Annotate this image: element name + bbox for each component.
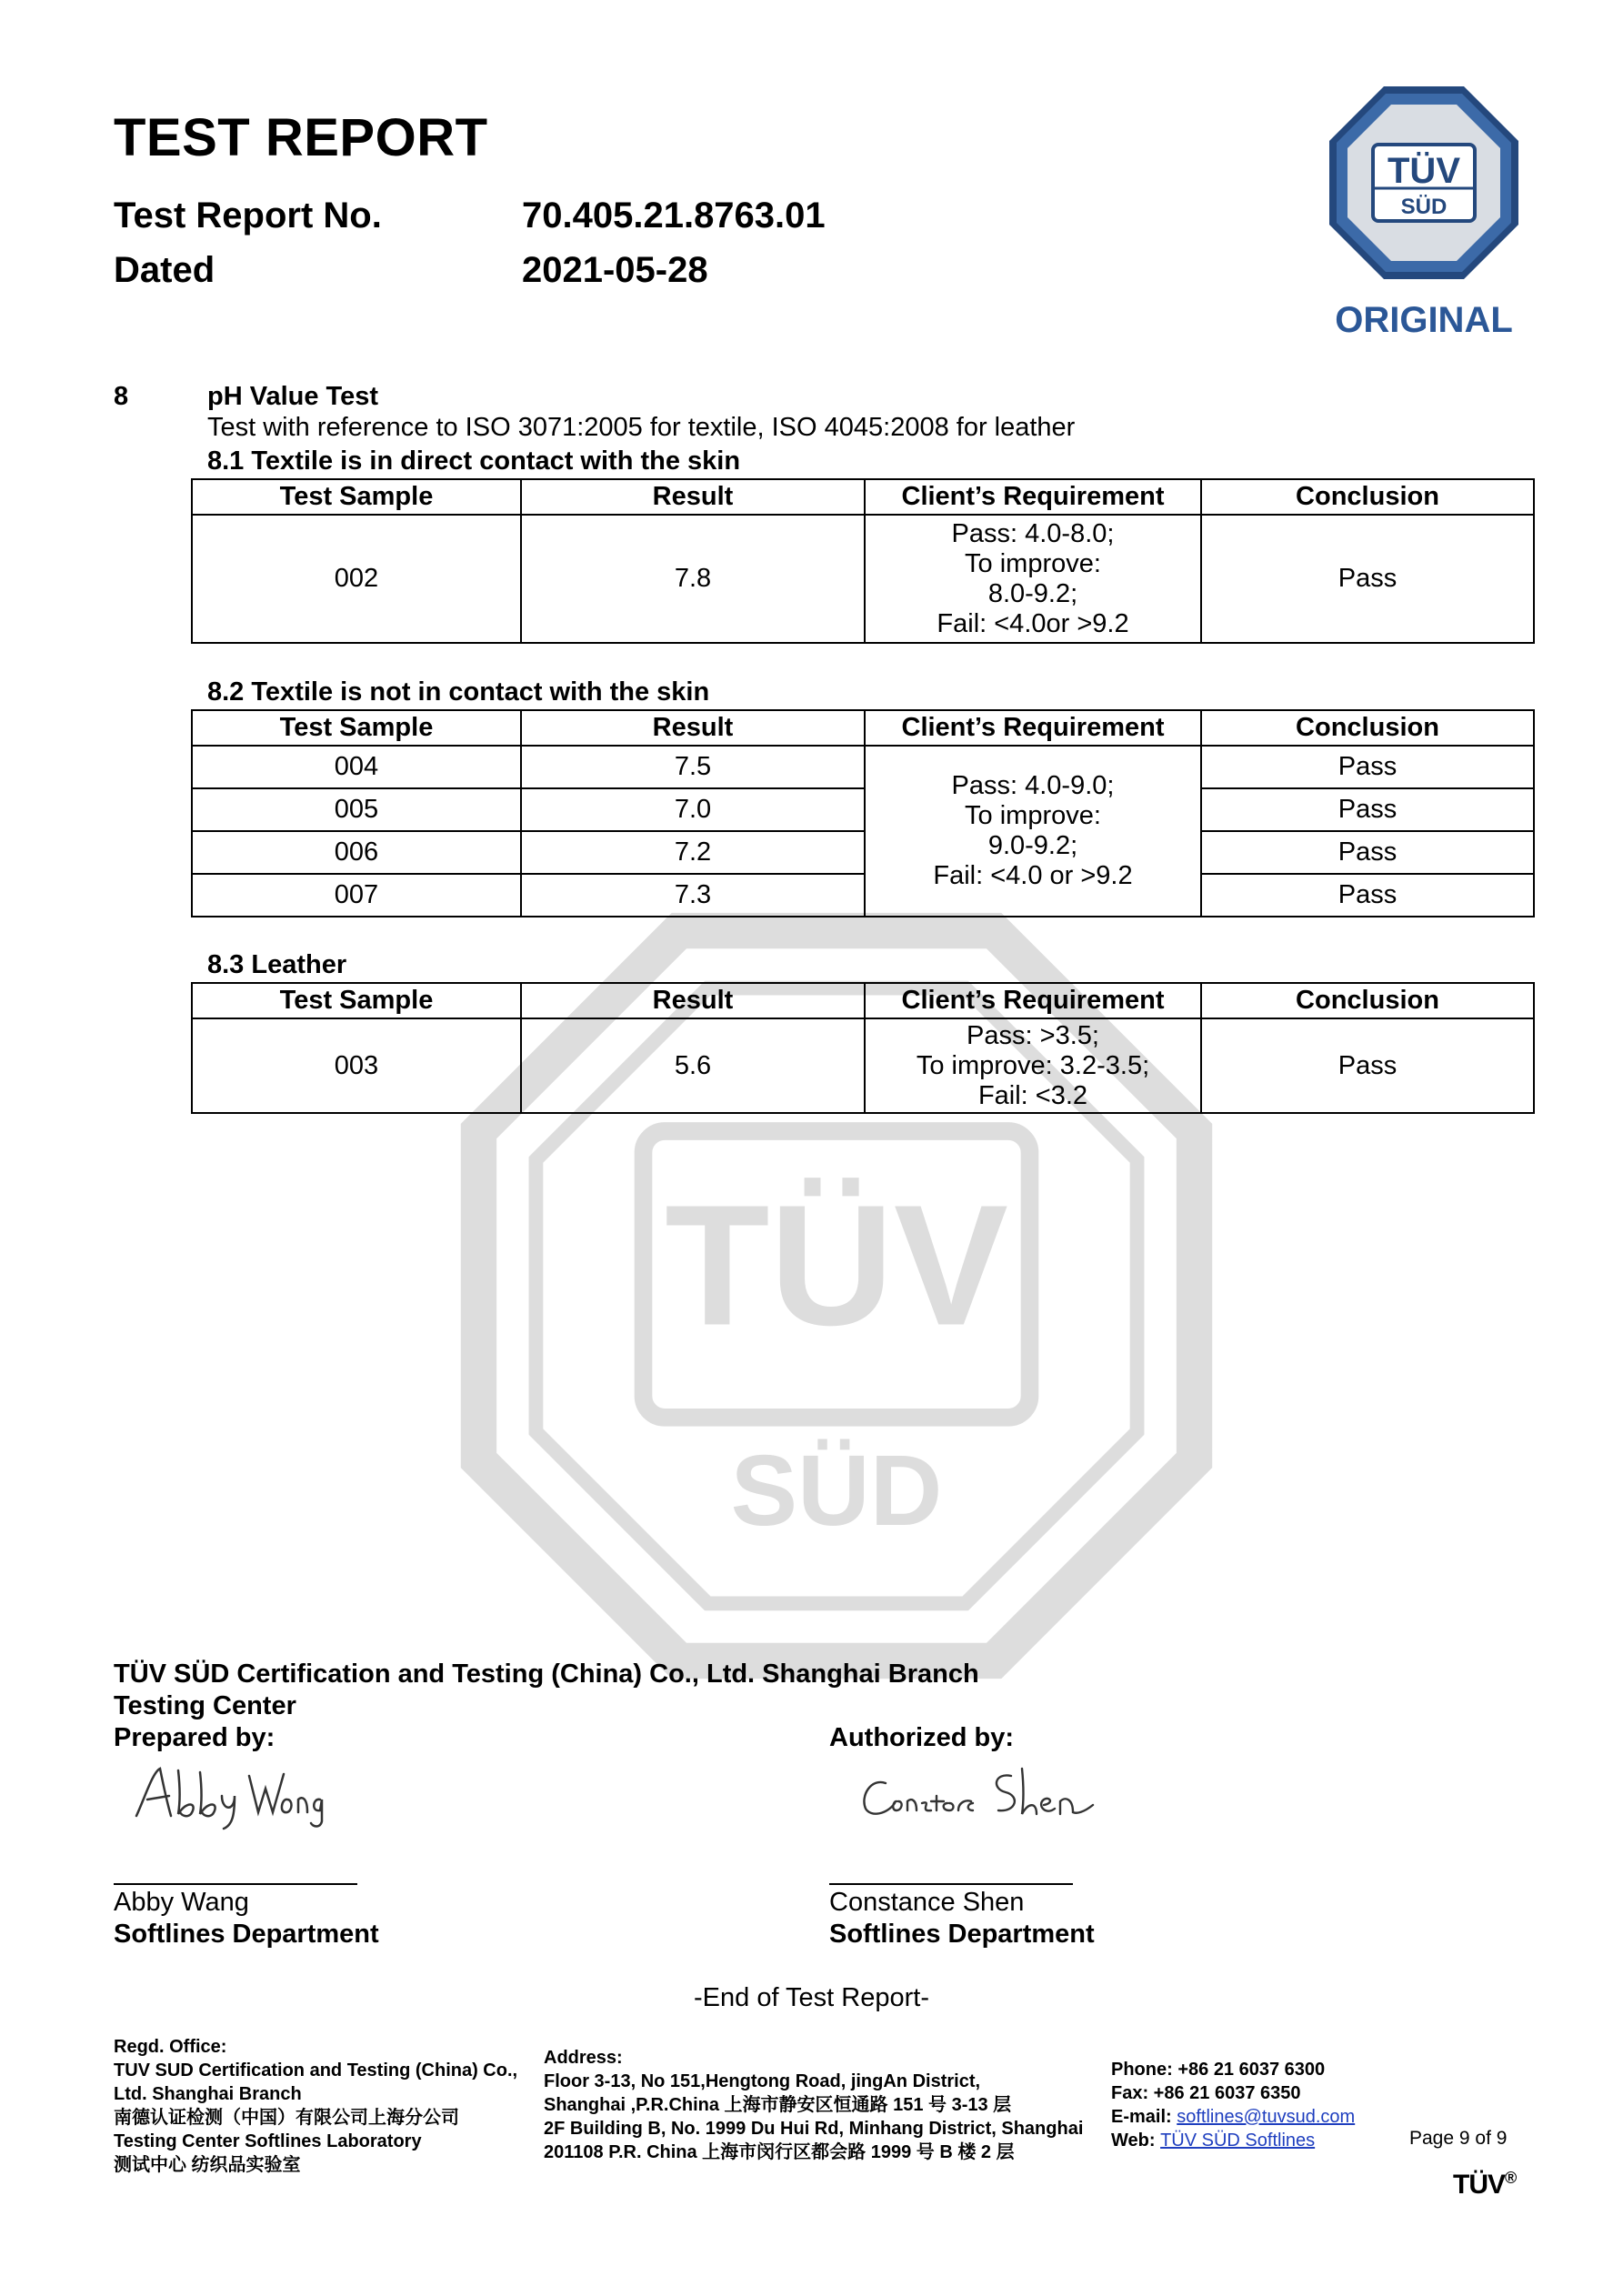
prepared-name: Abby Wang: [114, 1888, 249, 1917]
sample-cell: 004: [192, 746, 521, 788]
sample-cell: 003: [192, 1018, 521, 1113]
footer-email-label: E-mail:: [1111, 2107, 1172, 2127]
footer-phone: Phone: +86 21 6037 6300: [1111, 2060, 1326, 2080]
table-header-row: [192, 479, 1534, 515]
footer-office-line: 测试中心 纺织品实验室: [114, 2155, 301, 2175]
authorized-signature: [855, 1760, 1109, 1832]
col-result: Result: [521, 983, 865, 1018]
requirement-line: Fail: <4.0 or >9.2: [933, 861, 1133, 890]
col-conclusion: Conclusion: [1201, 983, 1534, 1018]
conclusion-cell: Pass: [1201, 788, 1534, 831]
end-of-report: -End of Test Report-: [694, 1983, 929, 2012]
footer-office-line: Testing Center Softlines Laboratory: [114, 2131, 422, 2151]
requirement-cell: [865, 746, 1201, 917]
table2-heading: 8.2 Textile is not in contact with the skin: [207, 677, 710, 707]
conclusion-cell: Pass: [1201, 746, 1534, 788]
section-number: 8: [114, 382, 129, 411]
requirement-line: To improve:: [965, 801, 1101, 830]
section-reference: Test with reference to ISO 3071:2005 for textile, ISO 4045:2008 for leather: [207, 413, 1076, 442]
footer-address-line: Floor 3-13, No 151,Hengtong Road, jingAn District,: [544, 2071, 981, 2091]
requirement-cell: [865, 515, 1201, 643]
footer-tuv-mark: [1453, 2169, 1516, 2201]
sample-cell: 006: [192, 831, 521, 874]
authorized-signature-line: [829, 1883, 1073, 1885]
section-title: pH Value Test: [207, 382, 379, 411]
sample-cell: 002: [192, 515, 521, 643]
authorized-by-label: Authorized by:: [829, 1723, 1014, 1752]
company-center: Testing Center: [114, 1691, 296, 1720]
original-stamp: ORIGINAL: [1335, 300, 1513, 340]
footer-address-line: Address:: [544, 2048, 623, 2068]
logo-tuv-text: TÜV: [1388, 151, 1460, 191]
footer-address-line: Shanghai ,P.R.China 上海市静安区恒通路 151 号 3-13 层: [544, 2095, 1012, 2115]
footer-tuv-mark-text: TÜV: [1453, 2170, 1505, 2200]
footer-web-link[interactable]: TÜV SÜD Softlines: [1160, 2131, 1316, 2151]
requirement-line: Pass: 4.0-8.0;: [951, 518, 1115, 548]
table3: [191, 982, 1535, 1114]
table1: [191, 478, 1535, 644]
col-requirement: Client’s Requirement: [865, 710, 1201, 746]
col-result: Result: [521, 710, 865, 746]
footer-web-row: [1111, 2129, 1355, 2152]
requirement-line: 8.0-9.2;: [987, 578, 1078, 608]
prepared-by-label: Prepared by:: [114, 1723, 276, 1752]
result-cell: 5.6: [521, 1018, 865, 1113]
table-row: [192, 831, 1534, 874]
dated-value: 2021-05-28: [522, 250, 708, 290]
table-row: [192, 1018, 1534, 1113]
requirement-cell: [865, 1018, 1201, 1113]
footer-address-line: 2F Building B, No. 1999 Du Hui Rd, Minhang District, Shanghai: [544, 2119, 1084, 2139]
table-header-row: [192, 983, 1534, 1018]
col-test-sample: Test Sample: [192, 479, 521, 515]
result-cell: 7.8: [521, 515, 865, 643]
col-test-sample: Test Sample: [192, 983, 521, 1018]
conclusion-cell: Pass: [1201, 831, 1534, 874]
authorized-dept: Softlines Department: [829, 1920, 1095, 1949]
footer-office-line: 南德认证检测（中国）有限公司上海分公司: [114, 2108, 459, 2128]
watermark-sud-text: SÜD: [730, 1434, 943, 1547]
watermark-tuv-text: TÜV: [665, 1169, 1008, 1362]
table-row: [192, 874, 1534, 917]
footer-web-label: Web:: [1111, 2131, 1156, 2151]
prepared-signature: [127, 1760, 346, 1832]
requirement-line: Pass: >3.5;: [967, 1020, 1099, 1050]
requirement-line: 9.0-9.2;: [987, 831, 1078, 860]
requirement-line: Fail: <3.2: [977, 1080, 1088, 1110]
table1-heading: 8.1 Textile is in direct contact with the skin: [207, 446, 741, 476]
report-no-label: Test Report No.: [114, 196, 382, 236]
requirement-line: To improve:: [965, 548, 1101, 578]
footer-email-link[interactable]: softlines@tuvsud.com: [1177, 2107, 1356, 2127]
col-requirement: Client’s Requirement: [865, 983, 1201, 1018]
registered-icon: ®: [1505, 2169, 1517, 2187]
requirement-line: Fail: <4.0or >9.2: [937, 608, 1129, 638]
col-requirement: Client’s Requirement: [865, 479, 1201, 515]
page-title: TEST REPORT: [114, 108, 488, 167]
footer-email-row: [1111, 2105, 1355, 2129]
prepared-signature-line: [114, 1883, 357, 1885]
footer-fax: Fax: +86 21 6037 6350: [1111, 2083, 1301, 2103]
conclusion-cell: Pass: [1201, 1018, 1534, 1113]
footer-contact: [1111, 2058, 1355, 2152]
conclusion-cell: Pass: [1201, 874, 1534, 917]
company-name: TÜV SÜD Certification and Testing (China) Co., Ltd. Shanghai Branch: [114, 1659, 979, 1689]
requirement-line: Pass: 4.0-9.0;: [951, 771, 1115, 800]
sample-cell: 005: [192, 788, 521, 831]
conclusion-cell: Pass: [1201, 515, 1534, 643]
footer-office-line: TUV SUD Certification and Testing (China) Co.,: [114, 2060, 518, 2080]
prepared-dept: Softlines Department: [114, 1920, 379, 1949]
footer-address: [544, 2046, 1083, 2164]
table3-heading: 8.3 Leather: [207, 950, 347, 979]
table-header-row: [192, 710, 1534, 746]
result-cell: 7.3: [521, 874, 865, 917]
table-row: [192, 788, 1534, 831]
table-row: [192, 746, 1534, 788]
authorized-name: Constance Shen: [829, 1888, 1025, 1917]
result-cell: 7.5: [521, 746, 865, 788]
result-cell: 7.0: [521, 788, 865, 831]
report-no-value: 70.405.21.8763.01: [522, 196, 826, 236]
col-test-sample: Test Sample: [192, 710, 521, 746]
tuv-sud-logo: [1327, 85, 1520, 281]
footer-office: [114, 2035, 517, 2177]
footer-address-line: 201108 P.R. China 上海市闵行区都会路 1999 号 B 楼 2 层: [544, 2142, 1015, 2162]
logo-sud-text: SÜD: [1400, 195, 1448, 219]
requirement-line: To improve: 3.2-3.5;: [916, 1050, 1150, 1080]
table2: [191, 709, 1535, 917]
sample-cell: 007: [192, 874, 521, 917]
col-conclusion: Conclusion: [1201, 479, 1534, 515]
col-result: Result: [521, 479, 865, 515]
dated-label: Dated: [114, 250, 215, 290]
footer-office-line: Ltd. Shanghai Branch: [114, 2084, 302, 2104]
col-conclusion: Conclusion: [1201, 710, 1534, 746]
page-number: Page 9 of 9: [1409, 2128, 1508, 2149]
table-row: [192, 515, 1534, 643]
result-cell: 7.2: [521, 831, 865, 874]
footer-office-line: Regd. Office:: [114, 2037, 227, 2057]
